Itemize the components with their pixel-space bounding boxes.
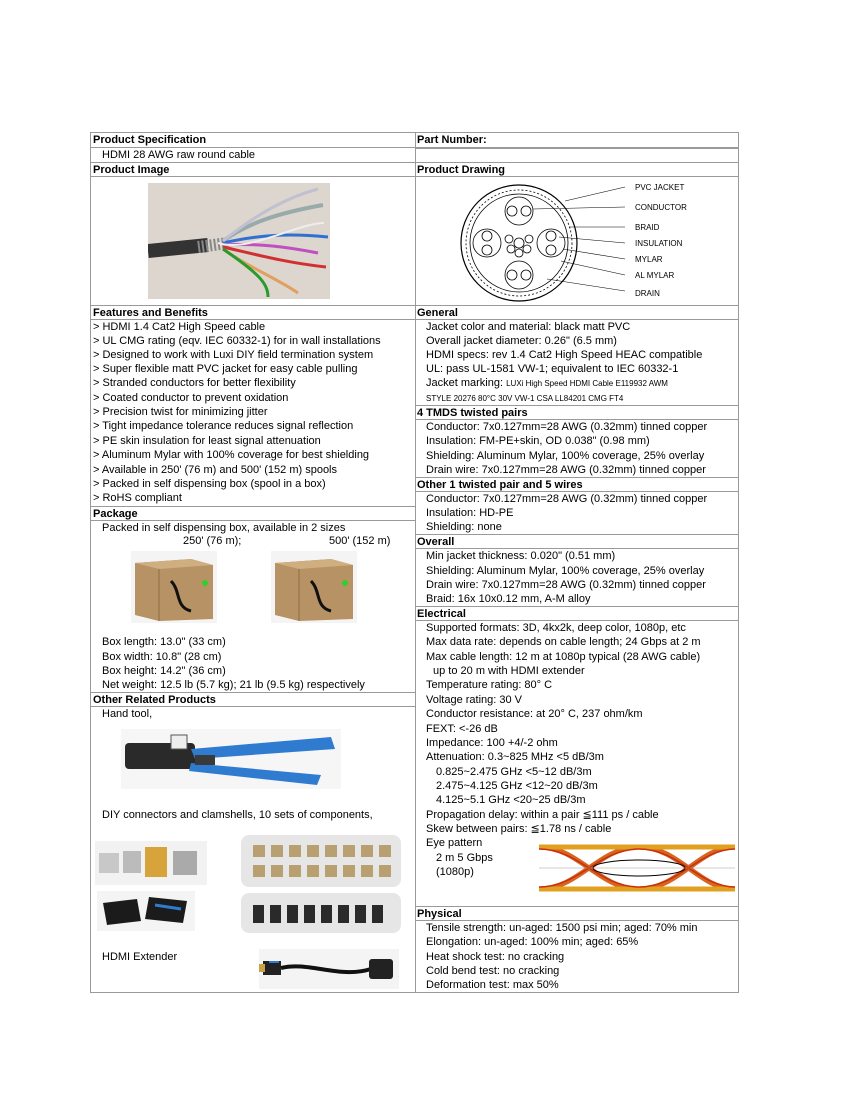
physical-line: Tensile strength: un-aged: 1500 psi min; aged: 70% min [426, 922, 698, 934]
product-spec-value: HDMI 28 AWG raw round cable [102, 149, 256, 161]
electrical-line: 4.125~5.1 GHz <20~25 dB/3m [436, 794, 586, 806]
electrical-line: FEXT: <-26 dB [426, 723, 498, 735]
package-header: Package [91, 506, 415, 521]
other-pair-header: Other 1 twisted pair and 5 wires [415, 477, 738, 492]
general-line: HDMI specs: rev 1.4 Cat2 High Speed HEAC compatible [426, 349, 703, 361]
tmds-line: Drain wire: 7x0.127mm=28 AWG (0.32mm) tinned copper [426, 464, 706, 476]
electrical-line: Impedance: 100 +4/-2 ohm [426, 737, 558, 749]
drawing-label: BRAID [635, 223, 660, 232]
feature-item: > Packed in self dispensing box (spool in a box) [93, 478, 326, 490]
jacket-marking-text: LUXi High Speed HDMI Cable E119932 AWM [506, 379, 668, 388]
jacket-marking [415, 376, 738, 391]
feature-item: > Precision twist for minimizing jitter [93, 406, 268, 418]
feature-item: > Coated conductor to prevent oxidation [93, 392, 289, 404]
extender-photo [259, 949, 399, 989]
other-pair-line: Conductor: 7x0.127mm=28 AWG (0.32mm) tinned copper [426, 493, 708, 505]
box-dim: Box height: 14.2" (36 cm) [102, 665, 226, 677]
feature-item: > Designed to work with Luxi DIY field termination system [93, 349, 374, 361]
feature-item: > PE skin insulation for least signal attenuation [93, 435, 321, 447]
overall-line: Drain wire: 7x0.127mm=28 AWG (0.32mm) tinned copper [426, 579, 706, 591]
eye-pattern-rate: 2 m 5 Gbps [436, 852, 493, 864]
overall-header: Overall [415, 534, 738, 549]
electrical-line: Propagation delay: within a pair ≦111 ps / cable [426, 809, 659, 821]
connector-tray-photo [241, 835, 401, 887]
drawing-header: Product Drawing [415, 162, 738, 177]
tmds-header: 4 TMDS twisted pairs [415, 405, 738, 420]
box-dim: Box length: 13.0" (33 cm) [102, 636, 226, 648]
feature-item: > Stranded conductors for better flexibility [93, 377, 296, 389]
left-column [91, 133, 416, 992]
physical-line: Deformation test: max 50% [426, 979, 559, 991]
overall-line: Braid: 16x 10x0.12 mm, A-M alloy [426, 593, 591, 605]
eye-pattern-image [539, 837, 735, 899]
jacket-marking-text-2: STYLE 20276 80°C 30V VW-1 CSA LL84201 CMG FT4 [426, 394, 624, 403]
overall-line: Min jacket thickness: 0.020" (0.51 mm) [426, 550, 616, 562]
feature-item: > Tight impedance tolerance reduces signal reflection [93, 420, 354, 432]
box-photo-small [131, 551, 217, 623]
box-dim: Box width: 10.8" (28 cm) [102, 651, 222, 663]
cable-photo [148, 183, 330, 299]
feature-item: > RoHS compliant [93, 492, 182, 504]
hand-tool-photo [121, 729, 341, 789]
physical-header: Physical [415, 906, 738, 921]
jacket-marking-label: Jacket marking: [426, 377, 507, 389]
overall-line: Shielding: Aluminum Mylar, 100% coverage, 25% overlay [426, 565, 705, 577]
box-photo-large [271, 551, 357, 623]
eye-pattern-label: Eye pattern [426, 837, 483, 849]
electrical-line: Skew between pairs: ≦1.78 ns / cable [426, 823, 612, 835]
hand-tool-label: Hand tool, [102, 708, 153, 720]
electrical-line: Max data rate: depends on cable length; 24 Gbps at 2 m [426, 636, 701, 648]
clamshell-photo [97, 891, 195, 931]
physical-line: Cold bend test: no cracking [426, 965, 560, 977]
electrical-line: Max cable length: 12 m at 1080p typical (28 AWG cable) [426, 651, 701, 663]
electrical-line: Conductor resistance: at 20° C, 237 ohm/km [426, 708, 643, 720]
extender-label: HDMI Extender [102, 951, 178, 963]
package-size-large: 500' (152 m) [329, 535, 391, 547]
part-number-header: Part Number: [415, 133, 738, 148]
tmds-line: Insulation: FM-PE+skin, OD 0.038" (0.98 mm) [426, 435, 650, 447]
electrical-line: Supported formats: 3D, 4kx2k, deep color, 1080p, etc [426, 622, 686, 634]
general-line: Overall jacket diameter: 0.26" (6.5 mm) [426, 335, 617, 347]
tmds-line: Shielding: Aluminum Mylar, 100% coverage, 25% overlay [426, 450, 705, 462]
drawing-label: PVC JACKET [635, 183, 685, 192]
diy-connectors-photo [95, 841, 207, 885]
drawing-label: CONDUCTOR [635, 203, 687, 212]
physical-line: Elongation: un-aged: 100% min; aged: 65% [426, 936, 639, 948]
drawing-label: MYLAR [635, 255, 663, 264]
tmds-line: Conductor: 7x0.127mm=28 AWG (0.32mm) tinned copper [426, 421, 708, 433]
box-dim: Net weight: 12.5 lb (5.7 kg); 21 lb (9.5 kg) respectively [102, 679, 365, 691]
feature-item: > HDMI 1.4 Cat2 High Speed cable [93, 321, 266, 333]
electrical-line: Temperature rating: 80° C [426, 679, 553, 691]
product-image-header: Product Image [91, 162, 415, 177]
drawing-label: INSULATION [635, 239, 683, 248]
electrical-line: Voltage rating: 30 V [426, 694, 523, 706]
general-line: UL: pass UL-1581 VW-1; equivalent to IEC 60332-1 [426, 363, 679, 375]
feature-item: > UL CMG rating (eqv. IEC 60332-1) for in wall installations [93, 335, 381, 347]
electrical-header: Electrical [415, 606, 738, 621]
spec-sheet [90, 132, 739, 993]
feature-item: > Aluminum Mylar with 100% coverage for best shielding [93, 449, 370, 461]
drawing-label: DRAIN [635, 289, 660, 298]
feature-item: > Available in 250' (76 m) and 500' (152 m) spools [93, 464, 338, 476]
package-size-small: 250' (76 m); [183, 535, 242, 547]
package-intro: Packed in self dispensing box, available in 2 sizes [102, 522, 346, 534]
electrical-line: Attenuation: 0.3~825 MHz <5 dB/3m [426, 751, 604, 763]
part-number-divider [415, 148, 738, 149]
other-pair-line: Insulation: HD-PE [426, 507, 514, 519]
other-pair-line: Shielding: none [426, 521, 502, 533]
diy-label: DIY connectors and clamshells, 10 sets of components, [102, 809, 373, 821]
electrical-line: 0.825~2.475 GHz <5~12 dB/3m [436, 766, 592, 778]
product-spec-header: Product Specification [91, 133, 415, 148]
feature-item: > Super flexible matt PVC jacket for easy cable pulling [93, 363, 358, 375]
general-line: Jacket color and material: black matt PVC [426, 321, 631, 333]
electrical-line: 2.475~4.125 GHz <12~20 dB/3m [436, 780, 598, 792]
general-header: General [415, 305, 738, 320]
related-header: Other Related Products [91, 692, 415, 707]
eye-pattern-format: (1080p) [436, 866, 474, 878]
features-header: Features and Benefits [91, 305, 415, 320]
drawing-label: AL MYLAR [635, 271, 675, 280]
right-column [415, 133, 738, 992]
electrical-line: up to 20 m with HDMI extender [433, 665, 585, 677]
physical-line: Heat shock test: no cracking [426, 951, 565, 963]
clamshell-tray-photo [241, 893, 401, 933]
